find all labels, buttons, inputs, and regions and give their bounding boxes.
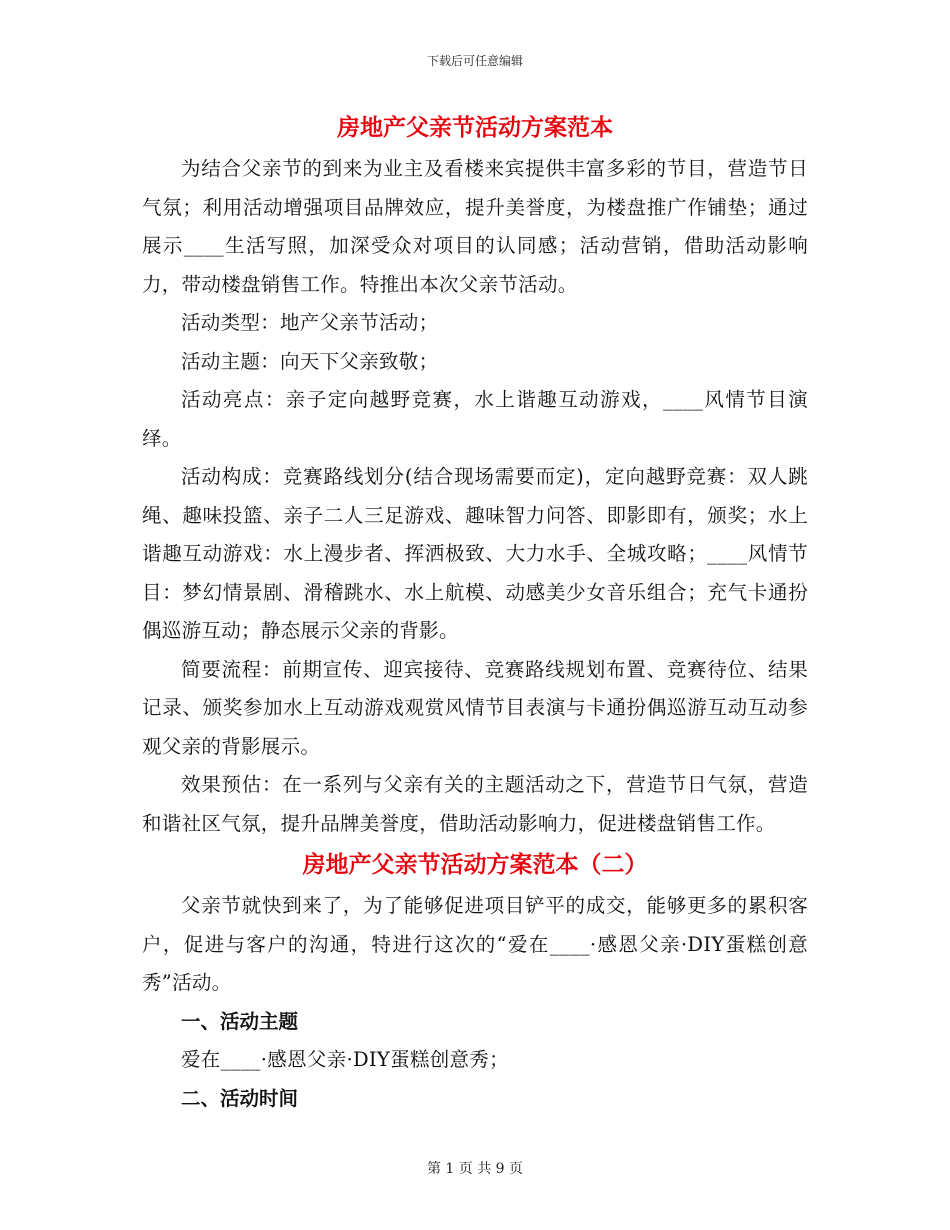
paragraph-effect-estimate: 效果预估：在一系列与父亲有关的主题活动之下，营造节日气氛，营造和谐社区气氛，提升品牌美誉度，借助活动影响力，促进楼盘销售工作。 (142, 773, 808, 835)
page-footer: 第 1 页 共 9 页 (426, 1161, 524, 1177)
document-title: 房地产父亲节活动方案范本 (337, 114, 613, 141)
section-title-2: 房地产父亲节活动方案范本（二） (302, 851, 648, 878)
heading-activity-theme: 一、活动主题 (181, 1009, 299, 1033)
document-body (142, 112, 808, 1118)
paragraph-activity-highlights: 活动亮点：亲子定向越野竞赛，水上谐趣互动游戏，____风情节目演绎。 (142, 388, 808, 450)
paragraph-activity-theme: 活动主题：向天下父亲致敬； (181, 349, 439, 373)
paragraph-intro: 为结合父亲节的到来为业主及看楼来宾提供丰富多彩的节目，营造节日气氛；利用活动增强项目品牌效应，提升美誉度，为楼盘推广作铺垫；通过展示____生活写照，加深受众对项目的认同感；活动营销，借助活动影响力，带动楼盘销售工作。特推出本次父亲节活动。 (142, 157, 808, 296)
paragraph-activity-type: 活动类型：地产父亲节活动； (181, 311, 439, 334)
paragraph-brief-process: 简要流程：前期宣传、迎宾接待、竞赛路线规划布置、竞赛待位、结果记录、颁奖参加水上互动游戏观赏风情节目表演与卡通扮偶巡游互动互动参观父亲的背影展示。 (142, 657, 808, 758)
paragraph-activity-composition: 活动构成：竞赛路线划分(结合现场需要而定)，定向越野竞赛：双人跳绳、趣味投篮、亲子二人三足游戏、趣味智力问答、即影即有，颁奖；水上谐趣互动游戏：水上漫步者、挥洒极致、大力水手、全城攻略；____风情节目：梦幻情景剧、滑稽跳水、水上航模、动感美少女音乐组合；充气卡通扮偶巡游互动；静态展示父亲的背影。 (142, 465, 808, 642)
page-header: 下载后可任意编辑 (426, 54, 523, 68)
heading-activity-time: 二、活动时间 (181, 1086, 299, 1110)
paragraph-intro-2: 父亲节就快到来了，为了能够促进项目铲平的成交，能够更多的累积客户，促进与客户的沟通，特进行这次的“爱在____·感恩父亲·DIY蛋糕创意秀”活动。 (142, 894, 808, 994)
paragraph-theme-text: 爱在____·感恩父亲·DIY蛋糕创意秀； (181, 1048, 509, 1071)
